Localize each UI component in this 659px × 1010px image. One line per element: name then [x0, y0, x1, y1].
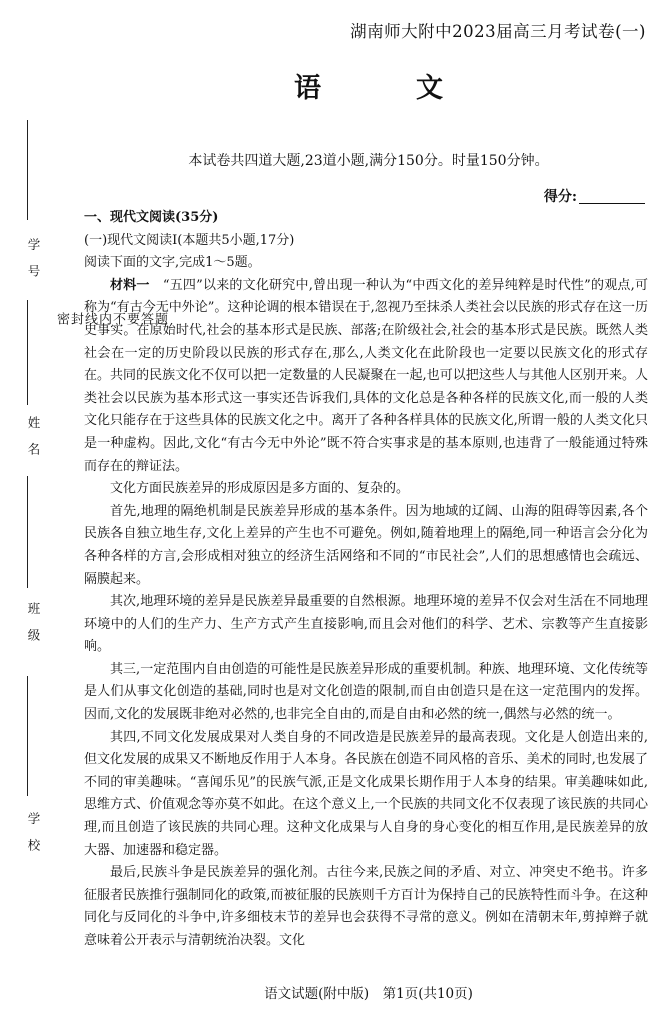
seal-char: 内	[96, 312, 111, 325]
score-blank	[579, 189, 645, 204]
name-line	[27, 300, 28, 405]
material-paragraph	[84, 275, 648, 478]
paragraph: 首先,地理的隔绝机制是民族差异形成的基本条件。因为地域的辽阔、山海的阻碍等因素,各个民族各自独立地生存,文化上差异的产生也不可避免。例如,随着地理上的隔绝,同一种语言会分化为各种各样的方言,会形成相对独立的经济生活网络和不同的“市民社会”,人们的思想感情也会疏远、隔膜起来。	[84, 503, 648, 587]
class-line	[27, 476, 28, 588]
seal-char: 题	[152, 312, 167, 325]
subject-title: 语 文	[294, 73, 477, 104]
exam-title: 湖南师大附中2023届高三月考试卷(一)	[350, 22, 646, 41]
student-id-label: 学号	[26, 238, 41, 291]
score-field	[544, 186, 645, 206]
paragraph: 其四,不同文化发展成果对人类自身的不同改造是民族差异的最高表现。文化是人创造出来的,但文化发展的成果又不断地反作用于人本身。各民族在创造不同风格的音乐、美术的同时,也发展了不同的审美趣味。“喜闻乐见”的民族气派,正是文化成果长期作用于人本身的结果。审美趣味如此,思维方式、价值观念等亦莫不如此。在这个意义上,一个民族的共同文化不仅表现了该民族的共同心理,而且创造了该民族的共同心理。这种文化成果与人自身的身心变化的相互作用,是民族差异的放大器、加速器和稳定器。	[84, 729, 648, 858]
seal-char: 要	[124, 312, 139, 325]
exam-intro: 本试卷共四道大题,23道小题,满分150分。时量150分钟。	[188, 153, 549, 169]
subsection-title: (一)现代文阅读Ⅰ(本题共5小题,17分)	[84, 232, 295, 248]
school-line	[27, 676, 28, 796]
seal-char: 答	[138, 312, 153, 325]
seal-char: 不	[110, 312, 125, 325]
reading-instruction: 阅读下面的文字,完成1～5题。	[84, 255, 261, 271]
seal-char: 封	[68, 312, 83, 325]
seal-char: 线	[82, 312, 97, 325]
class-label: 班级	[26, 602, 41, 655]
paragraph: 最后,民族斗争是民族差异的强化剂。古往今来,民族之间的矛盾、对立、冲突史不绝书。许多征服者民族推行强制同化的政策,而被征服的民族则千方百计为保持自己的民族特性而斗争。在这种同化与反同化的斗争中,许多细枝末节的差异也会获得不寻常的意义。例如在清朝末年,剪掉辫子就意味着公开表示与清朝统治决裂。文化	[84, 865, 648, 948]
score-label: 得分:	[543, 189, 577, 205]
section-title: 一、现代文阅读(35分)	[84, 210, 219, 225]
reading-section	[84, 207, 648, 953]
student-id-line	[27, 120, 28, 220]
material-label: 材料一	[110, 277, 150, 293]
name-label: 姓名	[26, 416, 41, 469]
seal-char: 密	[54, 312, 69, 325]
paragraph: 其三,一定范围内自由创造的可能性是民族差异形成的重要机制。种族、地理环境、文化传统等是人们从事文化创造的基础,同时也是对文化创造的限制,而自由创造只是在这一定范围内的发挥。因而,文化的发展既非绝对必然的,也非完全自由的,而是自由和必然的统一,偶然与必然的统一。	[84, 661, 648, 723]
paragraph: 文化方面民族差异的形成原因是多方面的、复杂的。	[110, 481, 410, 497]
school-label: 学校	[26, 812, 41, 865]
paragraph: 其次,地理环境的差异是民族差异最重要的自然根源。地理环境的差异不仅会对生活在不同地理环境中的人们的生产力、生产方式产生直接影响,而且会对他们的科学、艺术、宗教等产生直接影响。	[84, 594, 648, 655]
page-footer: 语文试题(附中版) 第1页(共10页)	[264, 986, 473, 1002]
paragraph-text: “五四”以来的文化研究中,曾出现一种认为“中西文化的差异纯粹是时代性”的观点,可称为“有古今无中外论”。这种论调的根本错误在于,忽视乃至抹杀人类社会以民族的形式存在这一历史事实。在原始时代,社会的基本形式是民族、部落;在阶级社会,社会的基本形式是民族。既然人类社会在一定的历史阶段以民族的形式存在,那么,人类文化在此阶段也一定要以民族文化的形式存在。共同的民族文化不仅可以把一定数量的人民凝聚在一起,也可以把这些人与其他人区别开来。人类社会以民族为基本形式这一事实还告诉我们,具体的文化总是各种各样的民族文化,而一般的人类文化只能存在于这些具体的民族文化之中。离开了各种各样具体的民族文化,所谓一般的人类文化只是一种虚构。因此,文化“有古今无中外论”既不符合实事求是的基本原则,也违背了一般能通过特殊而存在的辩证法。	[84, 277, 648, 474]
